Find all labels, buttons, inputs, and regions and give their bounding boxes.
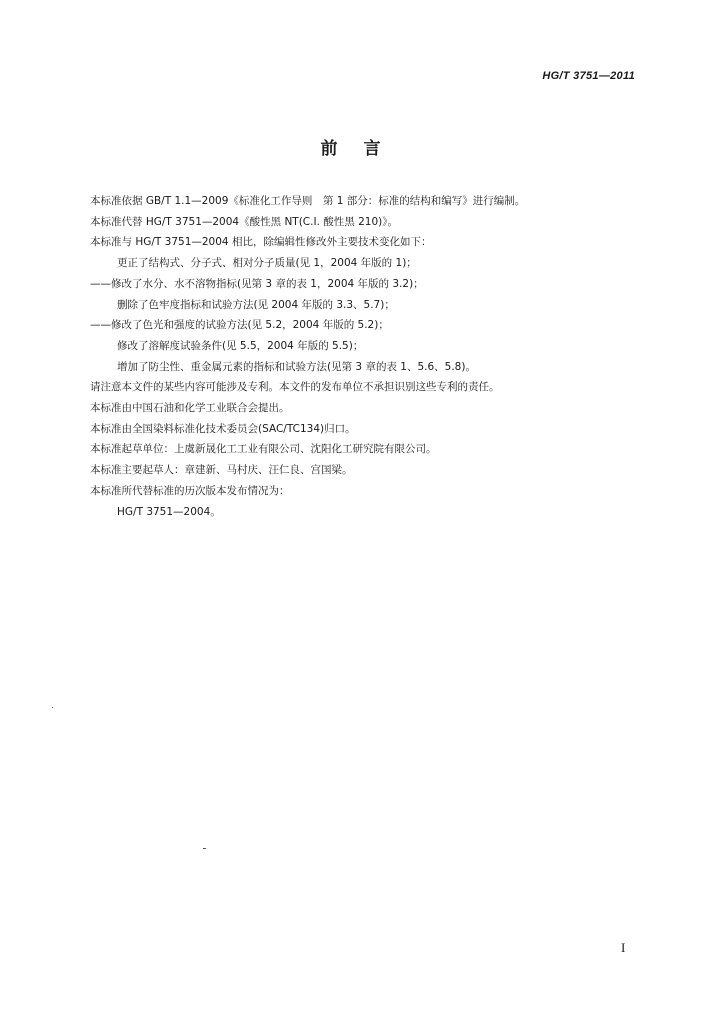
text-line: 本标准由中国石油和化学工业联合会提出。: [90, 402, 290, 415]
page-title: 前言: [320, 139, 407, 159]
text-line: ——修改了水分、水不溶物指标(见第 3 章的表 1，2004 年版的 3.2)；: [90, 277, 424, 290]
text-line: HG/T 3751—2004。: [117, 505, 221, 518]
text-line: 本标准由全国染料标准化技术委员会(SAC/TC134)归口。: [90, 422, 356, 435]
text-line: 更正了结构式、分子式、相对分子质量(见 1，2004 年版的 1)；: [117, 257, 417, 270]
text-line: ——修改了色光和强度的试验方法(见 5.2，2004 年版的 5.2)；: [90, 319, 389, 332]
document-body: [90, 191, 620, 522]
text-line: 本标准依据 GB/T 1.1—2009《标准化工作导则 第 1 部分：标准的结构和编写》进行编制。: [90, 195, 526, 207]
text-line: 本标准主要起草人：章建新、马村庆、汪仁良、宫国梁。: [90, 464, 353, 477]
scan-speck: [203, 848, 206, 849]
text-line: 增加了防尘性、重金属元素的指标和试验方法(见第 3 章的表 1、5.6、5.8)。: [117, 360, 476, 373]
text-line: 修改了溶解度试验条件(见 5.5，2004 年版的 5.5)；: [117, 339, 364, 352]
text-line: 请注意本文件的某些内容可能涉及专利。本文件的发布单位不承担识别这些专利的责任。: [90, 381, 500, 394]
standard-code: HG/T 3751—2011: [542, 70, 635, 82]
page-number: I: [621, 940, 626, 955]
text-line: 删除了色牢度指标和试验方法(见 2004 年版的 3.3、5.7)；: [117, 298, 395, 311]
text-line: 本标准代替 HG/T 3751—2004《酸性黑 NT(C.I. 酸性黑 210)》。: [90, 215, 398, 228]
text-line: 本标准所代替标准的历次版本发布情况为：: [90, 484, 290, 497]
text-line: 本标准起草单位：上虞新晟化工工业有限公司、沈阳化工研究院有限公司。: [90, 443, 437, 456]
text-line: 本标准与 HG/T 3751—2004 相比，除编辑性修改外主要技术变化如下：: [90, 236, 432, 249]
scan-speck: [52, 707, 53, 708]
